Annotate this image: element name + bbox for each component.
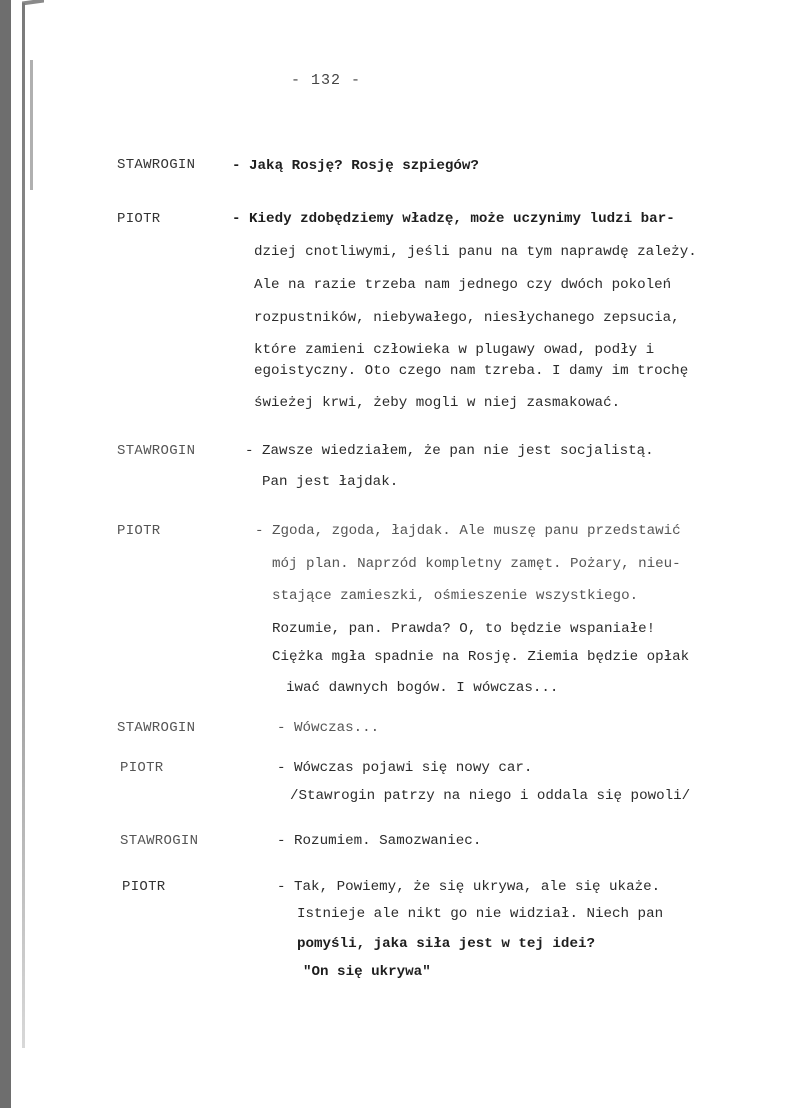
speaker-name: PIOTR — [122, 879, 166, 895]
dialogue-line: - Tak, Powiemy, że się ukrywa, ale się ukaże. — [277, 879, 661, 895]
dialogue-line: Rozumie, pan. Prawda? O, to będzie wspaniałe! — [272, 621, 656, 637]
dialogue-line: mój plan. Naprzód kompletny zamęt. Pożary, nieu- — [272, 556, 681, 572]
speaker-name: PIOTR — [117, 211, 161, 227]
speaker-name: STAWROGIN — [117, 157, 196, 173]
dialogue-line: "On się ukrywa" — [303, 964, 431, 980]
dialogue-line: Ciężka mgła spadnie na Rosję. Ziemia będzie opłak — [272, 649, 690, 665]
scan-binding-shadow — [0, 0, 11, 1108]
binding-mark — [30, 60, 33, 190]
dialogue-line: - Zgoda, zgoda, łajdak. Ale muszę panu przedstawić — [255, 523, 681, 539]
speaker-name: PIOTR — [117, 523, 161, 539]
dialogue-line: - Jaką Rosję? Rosję szpiegów? — [232, 158, 479, 174]
speaker-name: STAWROGIN — [117, 443, 196, 459]
dialogue-line: - Zawsze wiedziałem, że pan nie jest socjalistą. — [245, 443, 654, 459]
speaker-name: STAWROGIN — [117, 720, 196, 736]
page-number: - 132 - — [291, 72, 362, 89]
dialogue-line: egoistyczny. Oto czego nam tzreba. I damy im trochę — [254, 363, 689, 379]
dialogue-line: świeżej krwi, żeby mogli w niej zasmakować. — [254, 395, 621, 411]
dialogue-line: rozpustników, niebywałego, niesłychanego zepsucia, — [254, 310, 680, 326]
dialogue-line: - Kiedy zdobędziemy władzę, może uczynimy ludzi bar- — [232, 211, 675, 227]
dialogue-line: Istnieje ale nikt go nie widział. Niech pan — [297, 906, 664, 922]
dialogue-line: pomyśli, jaka siła jest w tej idei? — [297, 936, 595, 952]
speaker-name: STAWROGIN — [120, 833, 199, 849]
page-edge — [22, 3, 25, 1048]
dialogue-line: iwać dawnych bogów. I wówczas... — [286, 680, 559, 696]
dialogue-line: - Wówczas pojawi się nowy car. — [277, 760, 533, 776]
dialogue-line: Pan jest łajdak. — [262, 474, 399, 490]
dialogue-line: które zamieni człowieka w plugawy owad, podły i — [254, 342, 655, 358]
dialogue-line: /Stawrogin patrzy na niego i oddala się powoli/ — [290, 788, 691, 804]
dialogue-line: - Wówczas... — [277, 720, 380, 736]
dialogue-line: Ale na razie trzeba nam jednego czy dwóch pokoleń — [254, 277, 672, 293]
page-edge-corner — [22, 0, 44, 6]
dialogue-line: dziej cnotliwymi, jeśli panu na tym naprawdę zależy. — [254, 244, 697, 260]
dialogue-line: stające zamieszki, ośmieszenie wszystkiego. — [272, 588, 639, 604]
speaker-name: PIOTR — [120, 760, 164, 776]
dialogue-line: - Rozumiem. Samozwaniec. — [277, 833, 482, 849]
